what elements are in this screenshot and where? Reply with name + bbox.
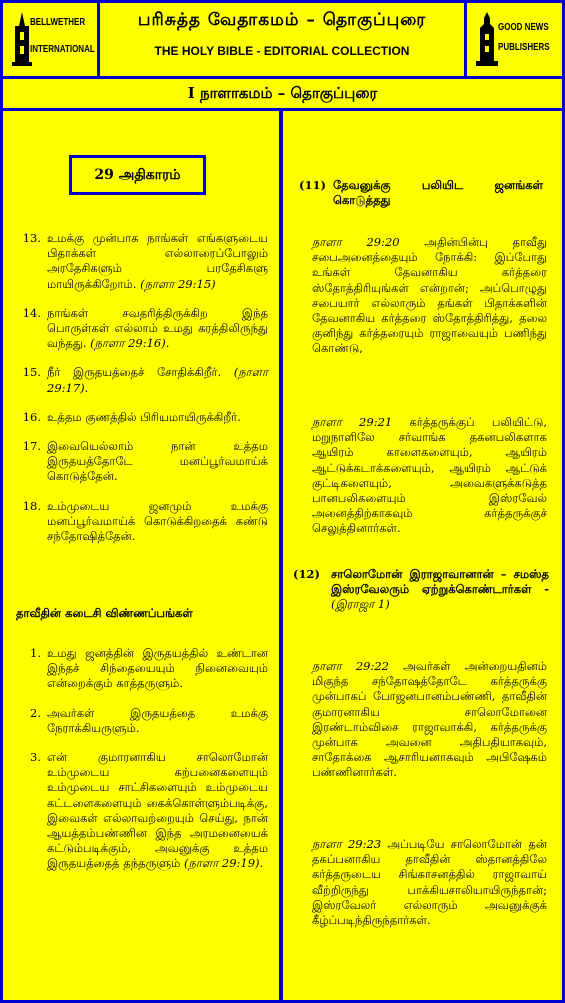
paragraph-text: கர்த்தருக்குப் பலியிட்டு, மறுநாளிலே சர்வாங்க தகனபலிகளாக ஆயிரம் காளைகளையும், ஆயிரம் ஆட்டுக்கடாக்களையும், ஆயிரம் ஆட்டுக் குட்டிகளையும், அவைகளுக்கடுத்த பானபலிகளையும் இஸ்ரவேல் அனைத்திற்காகவும் கர்த்தருக்குச் செலுத்தினார்கள்.	[312, 415, 548, 536]
list-item	[13, 706, 268, 736]
list-item	[13, 365, 268, 395]
item-number: 17.	[22, 439, 41, 454]
right-column	[283, 111, 562, 1000]
lamp-tower-icon	[476, 12, 498, 66]
item-citation: (நாளா 29:16).	[90, 336, 170, 351]
church-tower-icon	[12, 12, 32, 66]
item-number: 2.	[30, 705, 41, 720]
item-number: 14.	[22, 305, 41, 320]
paragraph-citation: நாளா 29:21	[312, 415, 393, 429]
item-number: 13.	[22, 231, 41, 245]
item-number: 3.	[30, 750, 41, 765]
item-citation: (நாளா 29:17).	[47, 365, 268, 395]
title-panel	[100, 3, 464, 76]
paragraph	[312, 659, 547, 781]
paragraph-text: அதின்பின்பு தாவீது சபைஅனைத்தையும் நோக்கி: இப்போது உங்கள் தேவனாகிய கர்த்தரை ஸ்தோத்திரியுங்கள் என்றான்; அப்பொழுது சபையார் எல்லாரும் தங்கள் பிதாக்களின் தேவனாகிய கர்த்தரை ஸ்தோத்திரித்து, தலை குனிந்து கர்த்தரையும் ராஜாவையும் பணிந்து கொண்டு,	[312, 235, 548, 356]
section-number: (11)	[299, 178, 326, 192]
list-item	[13, 646, 268, 692]
logo-text-line1: GOOD NEWS	[498, 22, 549, 33]
section-citation: (இராஜா 1)	[331, 597, 390, 612]
prayer-list	[13, 646, 268, 886]
logo-text-line2: PUBLISHERS	[498, 42, 550, 53]
section-title-text: தேவனுக்கு பலியிட ஜனங்கள் கொடுத்தது	[333, 178, 543, 208]
list-item	[13, 499, 268, 545]
item-text: நீர் இருதயத்தைச் சோதிக்கிறீர்.	[47, 365, 222, 380]
item-number: 1.	[30, 646, 41, 660]
verse-list	[13, 231, 268, 558]
subtitle-panel	[3, 79, 562, 108]
item-text: உம்முடைய ஜனமும் உமக்கு மனப்பூர்வமாய்க் கொடுக்கிறதைக் கண்டு சந்தோஷித்தேன்.	[47, 498, 268, 544]
list-item	[13, 306, 268, 352]
left-column	[3, 111, 279, 1000]
item-citation: (நாளா 29:19).	[183, 856, 264, 871]
item-number: 15.	[22, 365, 41, 380]
item-text: இவையெல்லாம் நான் உத்தம இருதயத்தோடே மனப்பூர்வமாய்க் கொடுத்தேன்.	[47, 439, 268, 484]
item-text: அவர்கள் இருதயத்தை உமக்கு நேராக்கியருளும்.	[47, 705, 268, 735]
item-text: உத்தம குணத்தில் பிரியமாயிருக்கிறீர்.	[47, 409, 241, 424]
section-title-text	[331, 567, 549, 613]
list-item	[13, 231, 268, 292]
list-item	[13, 439, 268, 485]
paragraph-citation: நாளா 29:23	[312, 837, 382, 851]
item-text: உமது ஜனத்தின் இருதயத்தில் உண்டான இந்தச் சிந்தையையும் நினைவையும் என்றைக்கும் காத்தருளும்.	[47, 646, 268, 691]
logo-text-line1: BELLWETHER	[30, 17, 86, 28]
item-text: உமக்கு முன்பாக நாங்கள் எங்களுடைய பிதாக்கள் எல்லாரைப்போலும் அரதேசிகளும் பரதேசிகளு மாயிருக்கிறோம்.	[47, 231, 268, 291]
page-title-tamil: பரிசுத்த வேதாகமம் – தொகுப்புரை	[137, 10, 427, 30]
page-subtitle: I நாளாகமம் – தொகுப்புரை	[187, 84, 378, 102]
paragraph	[312, 415, 547, 537]
paragraph-text: அப்படியே சாலொமோன் தன் தகப்பனாகிய தாவீதின் ஸ்தானத்திலே கர்த்தருடைய சிங்காசனத்தில் ராஜாவாய் வீற்றிருந்து பாக்கியசாலியாயிருந்தான்; இஸ்ரவேலர் எல்லாரும் அவனுக்குக் கீழ்ப்படிந்திருந்தார்கள்.	[312, 837, 547, 928]
section-heading: தாவீதின் கடைசி விண்ணப்பங்கள்	[16, 606, 193, 620]
item-text: என் குமாரனாகிய சாலொமோன் உம்முடைய கற்பனைகளையும் உம்முடைய சாட்சிகளையும் உம்முடைய கட்டளைகளையும் கைக்கொள்ளும்படிக்கு, இவைகள் எல்லாவற்றையும் செய்து, நான் ஆயத்தம்பண்ணின இந்த அரமனையைக் கட்டும்படிக்கும், அவனுக்கு உத்தம இருதயத்தைத் தந்தருளும்	[47, 750, 268, 871]
item-citation: (நாளா 29:15)	[140, 276, 216, 291]
item-number: 18.	[22, 498, 41, 513]
paragraph-citation: நாளா 29:22	[312, 659, 389, 673]
list-item	[13, 410, 268, 425]
list-item	[13, 750, 268, 872]
section-number: (12)	[293, 567, 320, 581]
chapter-heading: 29 அதிகாரம்	[69, 155, 206, 195]
section-12-title	[293, 567, 551, 637]
item-number: 16.	[22, 409, 41, 424]
bellwether-logo	[3, 3, 97, 76]
paragraph	[312, 837, 547, 928]
logo-text-line2: INTERNATIONAL	[30, 44, 95, 55]
item-text: நாங்கள் சவதரித்திருக்கிற இந்த பொருள்கள் எல்லாம் உமது கரத்திலிருந்து வந்தது.	[47, 305, 268, 351]
good-news-logo	[467, 3, 562, 76]
page-title-english: THE HOLY BIBLE - EDITORIAL COLLECTION	[154, 44, 410, 58]
section-11-title	[299, 178, 549, 210]
paragraph-text: அவர்கள் அன்றையதினம் மிகுந்த சந்தோஷத்தோடே கர்த்தருக்கு முன்பாகப் போஜனபானம்பண்ணி, தாவீதின் குமாரனாகிய சாலொமோனை இரண்டாம்விசை ராஜாவாக்கி, கர்த்தருக்கு முன்பாக அவனை அதிபதியாகவும், சாதோக்கை ஆசாரியனாகவும் அபிஷேகம் பண்ணினார்கள்.	[312, 659, 548, 780]
paragraph	[312, 235, 547, 357]
paragraph-citation: நாளா 29:20	[312, 235, 400, 249]
section-title-words: சாலொமோன் இராஜாவானான் – சமஸ்த இஸ்ரவேலரும் ஏற்றுக்கொண்டார்கள் -	[331, 567, 549, 597]
